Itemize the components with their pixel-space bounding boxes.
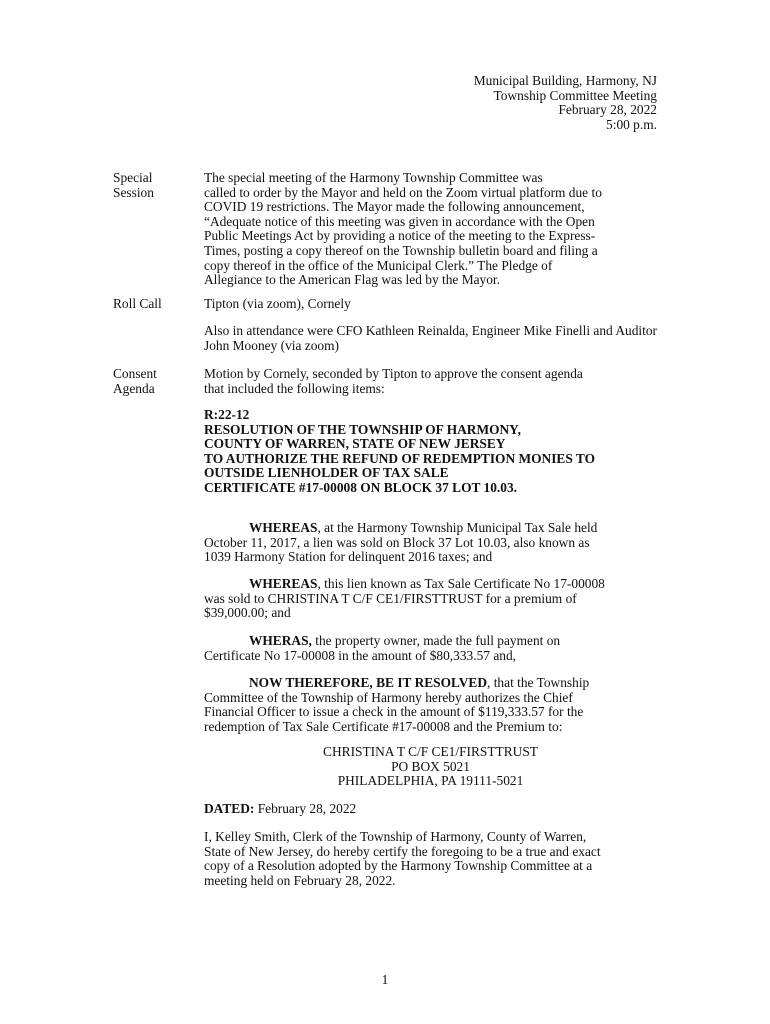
header-location: Municipal Building, Harmony, NJ [473, 73, 657, 88]
whereas-paragraph-2: WHEREAS, this lien known as Tax Sale Certificate No 17-00008 was sold to CHRISTINA T C/F CE1/FIRSTTRUST for a premium of $39,000.00; and [204, 576, 605, 621]
special-session-line: The special meeting of the Harmony Township Committee was [204, 170, 543, 185]
special-session-text [204, 171, 657, 288]
page-number: 1 [381, 972, 389, 987]
meeting-header [474, 74, 657, 132]
payee-city: PHILADELPHIA, PA 19111-5021 [337, 773, 524, 789]
resolution-heading [204, 408, 657, 496]
special-session-line: Times, posting a copy thereof on the Township bulletin board and filing a [204, 242, 598, 258]
whereas-lead: WHERAS, [249, 633, 312, 648]
roll-call-label: Roll Call [113, 296, 162, 311]
resolution-number: R:22-12 [204, 407, 250, 422]
special-session-line: “Adequate notice of this meeting was given in accordance with the Open [204, 213, 595, 229]
whereas-lead: WHEREAS [249, 576, 318, 591]
resolution-title-line: TO AUTHORIZE THE REFUND OF REDEMPTION MONIES TO [204, 450, 596, 466]
consent-agenda-motion: Motion by Cornely, seconded by Tipton to approve the consent agenda that included the following items: [204, 366, 583, 396]
roll-call-members: Tipton (via zoom), Cornely [204, 296, 351, 311]
payee-address [204, 745, 657, 789]
payee-po-box: PO BOX 5021 [391, 758, 470, 774]
consent-agenda-label: Consent Agenda [113, 366, 157, 396]
resolution-title-line: CERTIFICATE #17-00008 ON BLOCK 37 LOT 10.03. [204, 479, 518, 495]
roll-call-attendance: Also in attendance were CFO Kathleen Reinalda, Engineer Mike Finelli and Auditor John Mooney (via zoom) [204, 323, 657, 353]
payee-name: CHRISTINA T C/F CE1/FIRSTTRUST [323, 744, 538, 759]
special-session-line: COVID 19 restrictions. The Mayor made the following announcement, [204, 199, 585, 215]
resolution-title-line: OUTSIDE LIENHOLDER OF TAX SALE [204, 465, 449, 481]
special-session-line: Allegiance to the American Flag was led by the Mayor. [204, 272, 500, 288]
dated-label: DATED: [204, 801, 255, 816]
special-session-label: Special Session [113, 170, 154, 200]
resolved-paragraph: NOW THEREFORE, BE IT RESOLVED, that the Township Committee of the Township of Harmony hereby authorizes the Chief Financial Officer to issue a check in the amount of $119,333.57 for the redemption of Tax Sale Certificate #17-00008 and the Premium to: [204, 675, 590, 734]
resolution-title-line: RESOLUTION OF THE TOWNSHIP OF HARMONY, [204, 421, 521, 437]
special-session-line: called to order by the Mayor and held on the Zoom virtual platform due to [204, 184, 602, 200]
header-time: 5:00 p.m. [606, 116, 657, 132]
header-meeting: Township Committee Meeting [493, 87, 657, 103]
dated-line [204, 802, 657, 817]
clerk-certification: I, Kelley Smith, Clerk of the Township of Harmony, County of Warren, State of New Jersey, do hereby certify the foregoing to be a true and exact copy of a Resolution adopted by the Harmony Township Committee at a meeting held on February 28, 2022. [204, 829, 601, 888]
whereas-paragraph-1: WHEREAS, at the Harmony Township Municipal Tax Sale held October 11, 2017, a lien was sold on Block 37 Lot 10.03, also known as 1039 Harmony Station for delinquent 2016 taxes; and [204, 520, 598, 565]
whereas-paragraph-3: WHERAS, the property owner, made the full payment on Certificate No 17-00008 in the amount of $80,333.57 and, [204, 633, 561, 663]
special-session-line: Public Meetings Act by providing a notice of the meeting to the Express- [204, 228, 596, 244]
resolved-lead: NOW THEREFORE, BE IT RESOLVED [249, 675, 488, 690]
resolution-title-line: COUNTY OF WARREN, STATE OF NEW JERSEY [204, 436, 506, 452]
dated-value: February 28, 2022 [254, 801, 357, 816]
special-session-line: copy thereof in the office of the Municipal Clerk.” The Pledge of [204, 257, 553, 273]
header-date: February 28, 2022 [558, 102, 657, 118]
whereas-lead: WHEREAS [249, 520, 318, 535]
